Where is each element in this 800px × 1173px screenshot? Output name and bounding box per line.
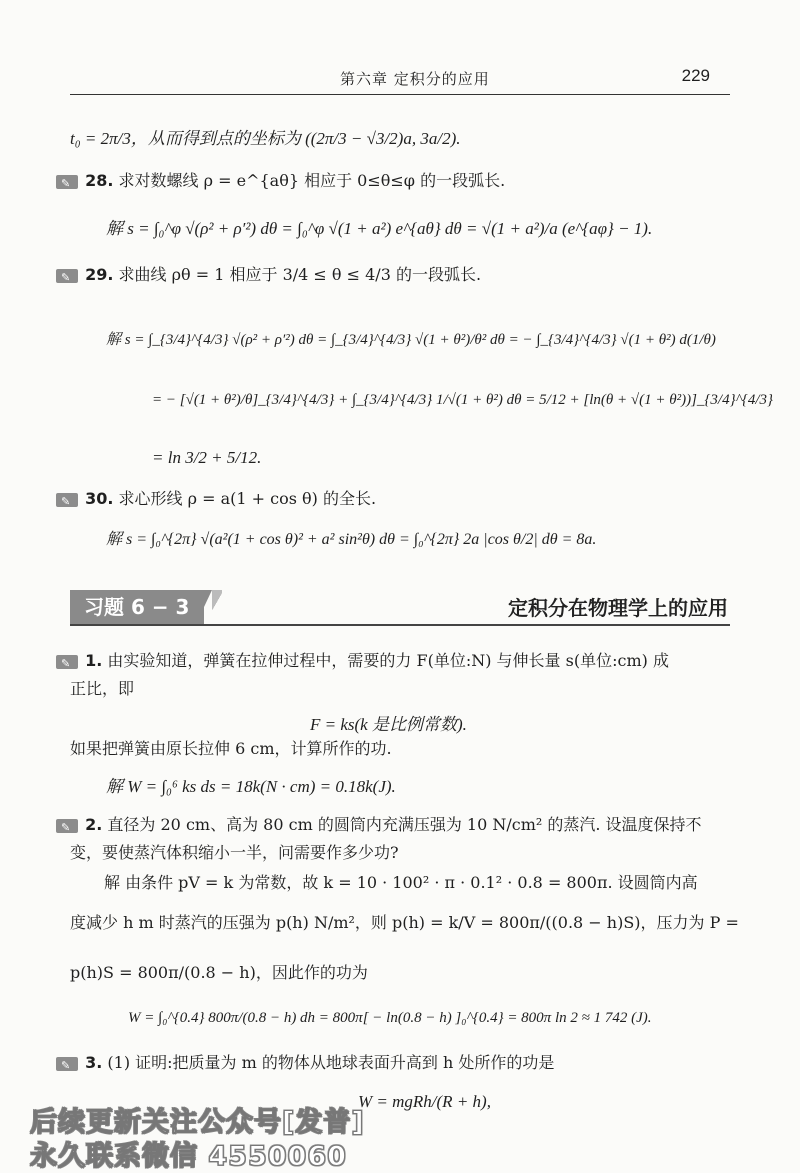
- solution-29-line1: 解 s = ∫_{3/4}^{4/3} √(ρ² + ρ′²) dθ = ∫_{3/4}^{4/3} √(1 + θ²)/θ² dθ = − ∫_{3/4}^{4/3} √(1 + θ²) d(1/θ): [106, 332, 716, 348]
- pencil-icon: [56, 175, 78, 189]
- problem-text: 求曲线 ρθ = 1 相应于 3/4 ≤ θ ≤ 4/3 的一段弧长.: [118, 265, 482, 284]
- problem-number: 28.: [85, 171, 114, 190]
- solution-28: 解 s = ∫₀^φ √(ρ² + ρ′²) dθ = ∫₀^φ √(1 + a²) e^{aθ} dθ = √(1 + a²)/a (e^{aφ} − 1).: [106, 219, 653, 238]
- solution-29-line3: = ln 3/2 + 5/12.: [152, 448, 262, 467]
- exercise-number: 3.: [85, 1053, 103, 1072]
- exercise-3: [56, 1052, 554, 1074]
- problem-text: 求对数螺线 ρ = e^{aθ} 相应于 0≤θ≤φ 的一段弧长.: [118, 171, 506, 190]
- section-banner: [70, 590, 730, 628]
- solution-30: 解 s = ∫₀^{2π} √(a²(1 + cos θ)² + a² sin²θ) dθ = ∫₀^{2π} 2a |cos θ/2| dθ = 8a.: [106, 531, 597, 548]
- watermark-line-1: 后续更新关注公众号[发普]: [30, 1107, 365, 1138]
- problem-number: 29.: [85, 265, 114, 284]
- solution-29-line2: = − [√(1 + θ²)/θ]_{3/4}^{4/3} + ∫_{3/4}^{4/3} 1/√(1 + θ²) dθ = 5/12 + [ln(θ + √(1 + θ²))]_{3/4}^{4/3}: [152, 392, 774, 408]
- exercise-2-solution-3: p(h)S = 800π/(0.8 − h)，因此作的功为: [70, 963, 368, 982]
- section-rule: [70, 624, 730, 626]
- pencil-icon: [56, 655, 78, 669]
- exercise-1-cont: 正比，即: [70, 679, 135, 698]
- problem-30: [56, 488, 376, 510]
- chapter-title: 第六章 定积分的应用: [340, 70, 490, 88]
- exercise-text: 直径为 20 cm、高为 80 cm 的圆筒内充满压强为 10 N/cm² 的蒸汽. 设温度保持不: [107, 815, 702, 834]
- pencil-icon: [56, 493, 78, 507]
- exercise-number: 1.: [85, 651, 103, 670]
- continuation-line: t₀ = 2π/3，从而得到点的坐标为 ((2π/3 − √3/2)a, 3a/2).: [70, 129, 461, 148]
- exercise-3-formula: W = mgRh/(R + h),: [358, 1092, 491, 1111]
- exercise-2: [56, 814, 702, 836]
- pencil-icon: [56, 819, 78, 833]
- pencil-icon: [56, 269, 78, 283]
- exercise-number: 2.: [85, 815, 103, 834]
- exercise-1-solution: 解 W = ∫₀⁶ ks ds = 18k(N · cm) = 0.18k(J).: [106, 777, 396, 796]
- exercise-2-solution-4: W = ∫₀^{0.4} 800π/(0.8 − h) dh = 800π[ − ln(0.8 − h) ]₀^{0.4} = 800π ln 2 ≈ 1 742 (J).: [128, 1010, 652, 1026]
- exercise-text: (1) 证明:把质量为 m 的物体从地球表面升高到 h 处所作的功是: [107, 1053, 555, 1072]
- exercise-1-question: 如果把弹簧由原长拉伸 6 cm，计算所作的功.: [70, 739, 392, 758]
- exercise-1-formula: F = ks(k 是比例常数).: [310, 715, 467, 734]
- page-header: [70, 66, 730, 96]
- problem-text: 求心形线 ρ = a(1 + cos θ) 的全长.: [118, 489, 377, 508]
- problem-number: 30.: [85, 489, 114, 508]
- section-title: 定积分在物理学上的应用: [508, 596, 728, 620]
- exercise-text: 由实验知道，弹簧在拉伸过程中，需要的力 F(单位:N) 与伸长量 s(单位:cm) 成: [107, 651, 669, 670]
- exercise-1: [56, 650, 669, 672]
- problem-29: [56, 264, 481, 286]
- pencil-icon: [56, 1057, 78, 1071]
- problem-28: [56, 170, 505, 192]
- watermark-line-2: 永久联系微信 4550060: [30, 1141, 347, 1172]
- banner-slant-stripe: [212, 590, 222, 624]
- section-label: 习题 6 − 3: [70, 590, 204, 624]
- page-number: 229: [681, 66, 710, 85]
- banner-slant: [196, 590, 212, 624]
- exercise-2-cont: 变，要使蒸汽体积缩小一半，问需要作多少功?: [70, 843, 399, 862]
- header-rule: [70, 94, 730, 95]
- exercise-2-solution-2: 度减少 h m 时蒸汽的压强为 p(h) N/m²，则 p(h) = k/V = 800π/((0.8 − h)S)，压力为 P =: [70, 913, 739, 932]
- exercise-2-solution-1: 解 由条件 pV = k 为常数，故 k = 10 · 100² · π · 0.1² · 0.8 = 800π. 设圆筒内高: [104, 873, 698, 892]
